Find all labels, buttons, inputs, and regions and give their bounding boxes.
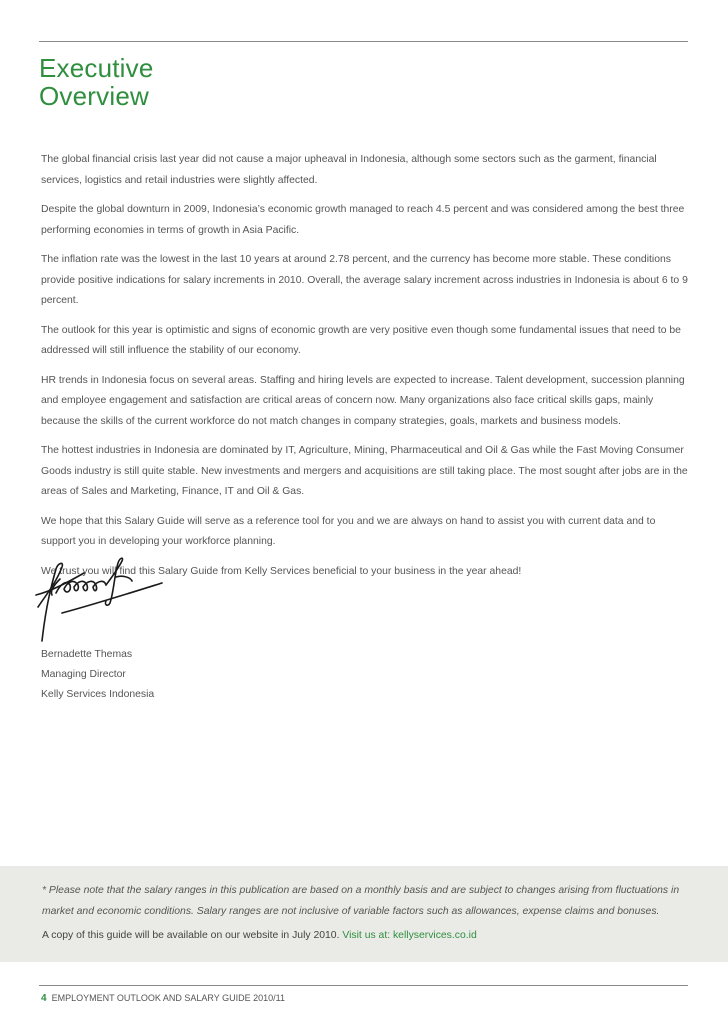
signatory-company: Kelly Services Indonesia — [41, 689, 155, 700]
signature-image — [32, 555, 167, 645]
paragraph: HR trends in Indonesia focus on several areas. Staffing and hiring levels are expected to increase. Talent development, succession planning and employee engagement and satisfaction are critical areas of concern now. Many organizations also face critical skills gaps, mainly because the skills of the current workforce do not match changes in company strategies, goals, markets and business models. — [41, 374, 685, 427]
paragraph: Despite the global downturn in 2009, Indonesia’s economic growth managed to reach 4.5 percent and was considered among the best three performing economies in terms of growth in Asia Pacific. — [41, 204, 685, 236]
top-divider — [39, 41, 688, 42]
page-footer — [41, 991, 285, 1006]
availability-line — [42, 926, 477, 946]
paragraph: The hottest industries in Indonesia are dominated by IT, Agriculture, Mining, Pharmaceutical and Oil & Gas while the Fast Moving Consumer Goods industry is still quite stable. New investments and mergers and acquisitions are still taking place. The most sought after jobs are in the areas of Sales and Marketing, Finance, IT and Oil & Gas. — [41, 445, 688, 497]
signatory-position: Managing Director — [41, 669, 126, 680]
salary-note: * Please note that the salary ranges in this publication are based on a monthly basis and are subject to changes arising from fluctuations in market and economic conditions. Salary ranges are not inclusive of variable factors such as allowances, expense claims and bonuses. — [42, 885, 680, 917]
paragraph: We trust you will find this Salary Guide from Kelly Services beneficial to your business in the year ahead! — [41, 565, 522, 577]
paragraph: The inflation rate was the lowest in the last 10 years at around 2.78 percent, and the currency has become more stable. These conditions provide positive indications for salary increments in 2010. Overall, the average salary increment across industries in Indonesia is about 6 to 9 percent. — [41, 254, 688, 306]
bottom-divider — [39, 985, 688, 986]
signatory-name: Bernadette Themas — [41, 649, 133, 660]
page-title — [39, 54, 154, 110]
paragraph: The global financial crisis last year did not cause a major upheaval in Indonesia, although some sectors such as the garment, financial services, logistics and retail industries were slightly affected. — [41, 154, 657, 186]
signatory-block — [41, 645, 154, 705]
title-line-2: Overview — [39, 81, 149, 111]
title-line-1: Executive — [39, 53, 154, 83]
paragraph: The outlook for this year is optimistic and signs of economic growth are very positive even though some fundamental issues that need to be addressed will still influence the stability of our economy. — [41, 324, 681, 356]
availability-text: A copy of this guide will be available on our website in July 2010. — [42, 930, 343, 941]
website-link[interactable]: Visit us at: kellyservices.co.id — [342, 930, 477, 941]
footer-title: EMPLOYMENT OUTLOOK AND SALARY GUIDE 2010/11 — [51, 993, 285, 1003]
page-number: 4 — [41, 993, 47, 1004]
body-text — [41, 150, 689, 591]
paragraph: We hope that this Salary Guide will serve as a reference tool for you and we are always on hand to assist you with current data and to support you in developing your workforce planning. — [41, 515, 656, 547]
